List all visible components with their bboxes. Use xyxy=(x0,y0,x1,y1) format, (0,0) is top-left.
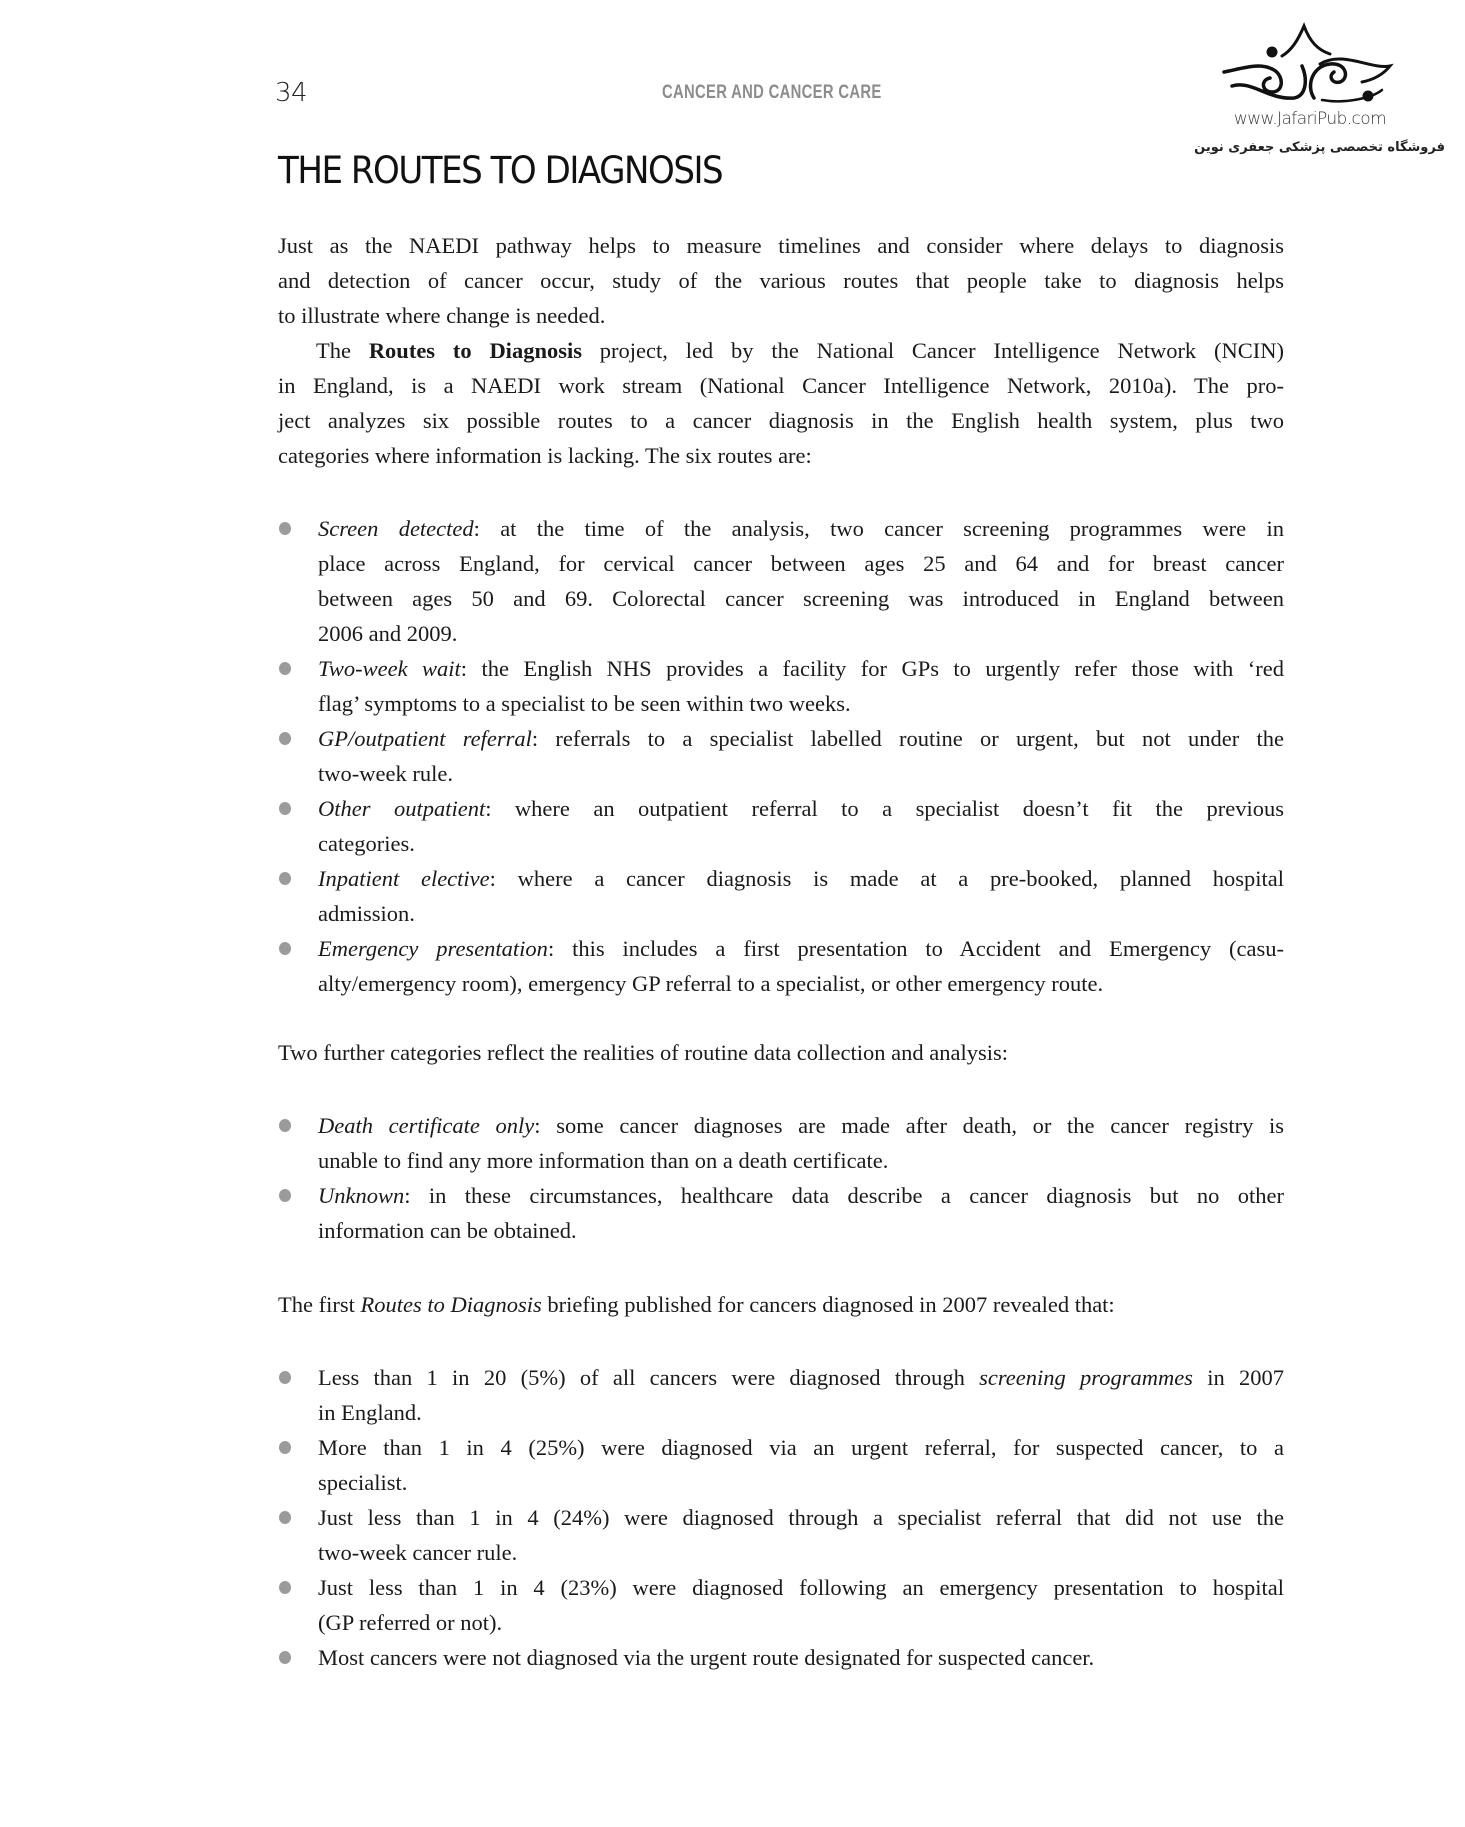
text-line xyxy=(318,896,1284,931)
italic-term: Two-week wait xyxy=(318,656,461,681)
text-run: Just less than 1 in 4 (23%) were diagnosed following an emergency presentation to hospital xyxy=(318,1575,1284,1600)
text-line xyxy=(318,861,1284,896)
text-line xyxy=(278,228,1284,263)
text-line xyxy=(278,298,1284,333)
text-line xyxy=(318,581,1284,616)
text-run: Just less than 1 in 4 (24%) were diagnosed through a specialist referral that did not use the xyxy=(318,1505,1284,1530)
text-line xyxy=(318,546,1284,581)
text-line xyxy=(318,616,1284,651)
paragraph xyxy=(278,333,1284,473)
list-item xyxy=(278,791,1284,861)
bullet-icon xyxy=(279,942,291,955)
text-run: project, led by the National Cancer Intelligence Network (NCIN) xyxy=(581,338,1284,363)
logo-dot-right xyxy=(1363,91,1374,102)
intro-paragraphs xyxy=(278,228,1284,473)
text-run: : at the time of the analysis, two cancer screening programmes were in xyxy=(473,516,1284,541)
bullet-icon xyxy=(279,872,291,885)
italic-term: GP/outpatient referral xyxy=(318,726,532,751)
text-line xyxy=(318,1500,1284,1535)
text-run: to illustrate where change is needed. xyxy=(278,303,606,328)
list-item xyxy=(278,651,1284,721)
italic-term: screening programmes xyxy=(979,1365,1193,1390)
italic-term: Inpatient elective xyxy=(318,866,490,891)
text-run: alty/emergency room), emergency GP referral to a specialist, or other emergency route. xyxy=(318,971,1104,996)
watermark-url: www.JafariPub.com xyxy=(1233,109,1387,129)
bullet-icon xyxy=(279,662,291,675)
text-run: two-week cancer rule. xyxy=(318,1540,518,1565)
text-line xyxy=(318,1640,1284,1675)
list-item xyxy=(278,931,1284,1001)
text-line xyxy=(318,1143,1284,1178)
text-run: unable to find any more information than on a death certificate. xyxy=(318,1148,889,1173)
text-run: : where an outpatient referral to a specialist doesn’t fit the previous xyxy=(485,796,1284,821)
text-run: (GP referred or not). xyxy=(318,1610,503,1635)
text-run: Less than 1 in 20 (5%) of all cancers were diagnosed through xyxy=(318,1365,980,1390)
findings-list xyxy=(278,1360,1284,1675)
text-run: in 2007 xyxy=(1192,1365,1285,1390)
list-item xyxy=(278,1360,1284,1430)
bullet-icon xyxy=(279,1511,291,1524)
text-line xyxy=(318,686,1284,721)
text-run: : some cancer diagnoses are made after death, or the cancer registry is xyxy=(534,1113,1285,1138)
text-run: : where a cancer diagnosis is made at a pre-booked, planned hospital xyxy=(489,866,1285,891)
text-run: : referrals to a specialist labelled routine or urgent, but not under the xyxy=(531,726,1284,751)
text-line xyxy=(318,756,1284,791)
bullet-icon xyxy=(279,522,291,535)
logo-crown-stroke xyxy=(1282,26,1330,56)
italic-term: Other outpatient xyxy=(318,796,486,821)
briefing-paragraph xyxy=(278,1287,1284,1322)
paragraph xyxy=(278,228,1284,333)
logo-right-loop xyxy=(1311,64,1346,98)
text-run: categories where information is lacking. The six routes are: xyxy=(278,443,812,468)
further-categories-paragraph xyxy=(278,1035,1284,1070)
text-run: 2006 and 2009. xyxy=(318,621,458,646)
text-line xyxy=(318,1465,1284,1500)
text-line xyxy=(278,263,1284,298)
routes-list xyxy=(278,511,1284,1001)
list-item xyxy=(278,1640,1284,1675)
italic-term: Emergency presentation xyxy=(318,936,548,961)
text-line xyxy=(318,1535,1284,1570)
logo-dot-left xyxy=(1267,47,1278,58)
list-item xyxy=(278,511,1284,651)
text-line xyxy=(318,511,1284,546)
jafaripub-logo-icon xyxy=(1222,20,1394,106)
text-run: ject analyzes six possible routes to a cancer diagnosis in the English health system, plus two xyxy=(278,408,1284,433)
bold-term: Routes to Diagnosis xyxy=(368,338,582,363)
bullet-icon xyxy=(279,1581,291,1594)
text-line xyxy=(318,1430,1284,1465)
text-line xyxy=(278,1035,1284,1070)
text-line xyxy=(278,368,1284,403)
bullet-icon xyxy=(279,802,291,815)
text-line xyxy=(278,1287,1284,1322)
text-run: : the English NHS provides a facility for GPs to urgently refer those with ‘red xyxy=(460,656,1284,681)
list-item xyxy=(278,1108,1284,1178)
italic-term: Screen detected xyxy=(318,516,474,541)
list-item xyxy=(278,1178,1284,1248)
bullet-icon xyxy=(279,1119,291,1132)
text-line xyxy=(318,1360,1284,1395)
text-run: briefing published for cancers diagnosed in 2007 revealed that: xyxy=(541,1292,1115,1317)
text-run: Just as the NAEDI pathway helps to measure timelines and consider where delays to diagnosis xyxy=(278,233,1284,258)
logo-left-tail xyxy=(1232,66,1305,98)
italic-term: Death certificate only xyxy=(318,1113,535,1138)
text-line xyxy=(318,1570,1284,1605)
text-line xyxy=(278,333,1284,368)
list-item xyxy=(278,861,1284,931)
text-run: : in these circumstances, healthcare data describe a cancer diagnosis but no other xyxy=(404,1183,1284,1208)
list-item xyxy=(278,1430,1284,1500)
text-line xyxy=(318,721,1284,756)
text-line xyxy=(318,826,1284,861)
bullet-icon xyxy=(279,1651,291,1664)
list-item xyxy=(278,1570,1284,1640)
further-categories-list xyxy=(278,1108,1284,1248)
text-run: categories. xyxy=(318,831,415,856)
text-line xyxy=(318,1395,1284,1430)
text-line xyxy=(318,966,1284,1001)
list-item xyxy=(278,1500,1284,1570)
watermark-tagline: فروشگاه تخصصی پزشکی جعفری نوین xyxy=(1194,140,1445,155)
running-head: CANCER AND CANCER CARE xyxy=(662,82,882,103)
text-run: Most cancers were not diagnosed via the urgent route designated for suspected cancer. xyxy=(318,1645,1095,1670)
section-title: THE ROUTES TO DIAGNOSIS xyxy=(278,149,723,192)
bullet-icon xyxy=(279,1371,291,1384)
text-run: The xyxy=(316,338,369,363)
text-line xyxy=(318,931,1284,966)
text-run: in England. xyxy=(318,1400,422,1425)
text-run: specialist. xyxy=(318,1470,408,1495)
text-run: in England, is a NAEDI work stream (National Cancer Intelligence Network, 2010a). The pro- xyxy=(278,373,1284,398)
page-number: 34 xyxy=(275,78,308,108)
text-run: and detection of cancer occur, study of the various routes that people take to diagnosis helps xyxy=(278,268,1284,293)
text-run: The first xyxy=(278,1292,361,1317)
text-line xyxy=(318,1213,1284,1248)
bullet-icon xyxy=(279,732,291,745)
text-run: two-week rule. xyxy=(318,761,453,786)
text-line xyxy=(318,791,1284,826)
list-item xyxy=(278,721,1284,791)
text-line xyxy=(278,403,1284,438)
bullet-icon xyxy=(279,1441,291,1454)
italic-term: Unknown xyxy=(318,1183,405,1208)
text-run: flag’ symptoms to a specialist to be seen within two weeks. xyxy=(318,691,851,716)
text-line xyxy=(318,1108,1284,1143)
text-line xyxy=(318,1178,1284,1213)
italic-term: Routes to Diagnosis xyxy=(360,1292,542,1317)
bullet-icon xyxy=(279,1189,291,1202)
text-line xyxy=(278,438,1284,473)
text-run: information can be obtained. xyxy=(318,1218,577,1243)
text-run: : this includes a first presentation to Accident and Emergency (casu- xyxy=(547,936,1284,961)
text-run: admission. xyxy=(318,901,415,926)
text-line xyxy=(318,651,1284,686)
text-run: More than 1 in 4 (25%) were diagnosed via an urgent referral, for suspected cancer, to a xyxy=(318,1435,1284,1460)
text-run: Two further categories reflect the realities of routine data collection and analysis: xyxy=(278,1040,1008,1065)
text-run: place across England, for cervical cancer between ages 25 and 64 and for breast cancer xyxy=(318,551,1284,576)
text-line xyxy=(318,1605,1284,1640)
text-run: between ages 50 and 69. Colorectal cancer screening was introduced in England between xyxy=(318,586,1284,611)
